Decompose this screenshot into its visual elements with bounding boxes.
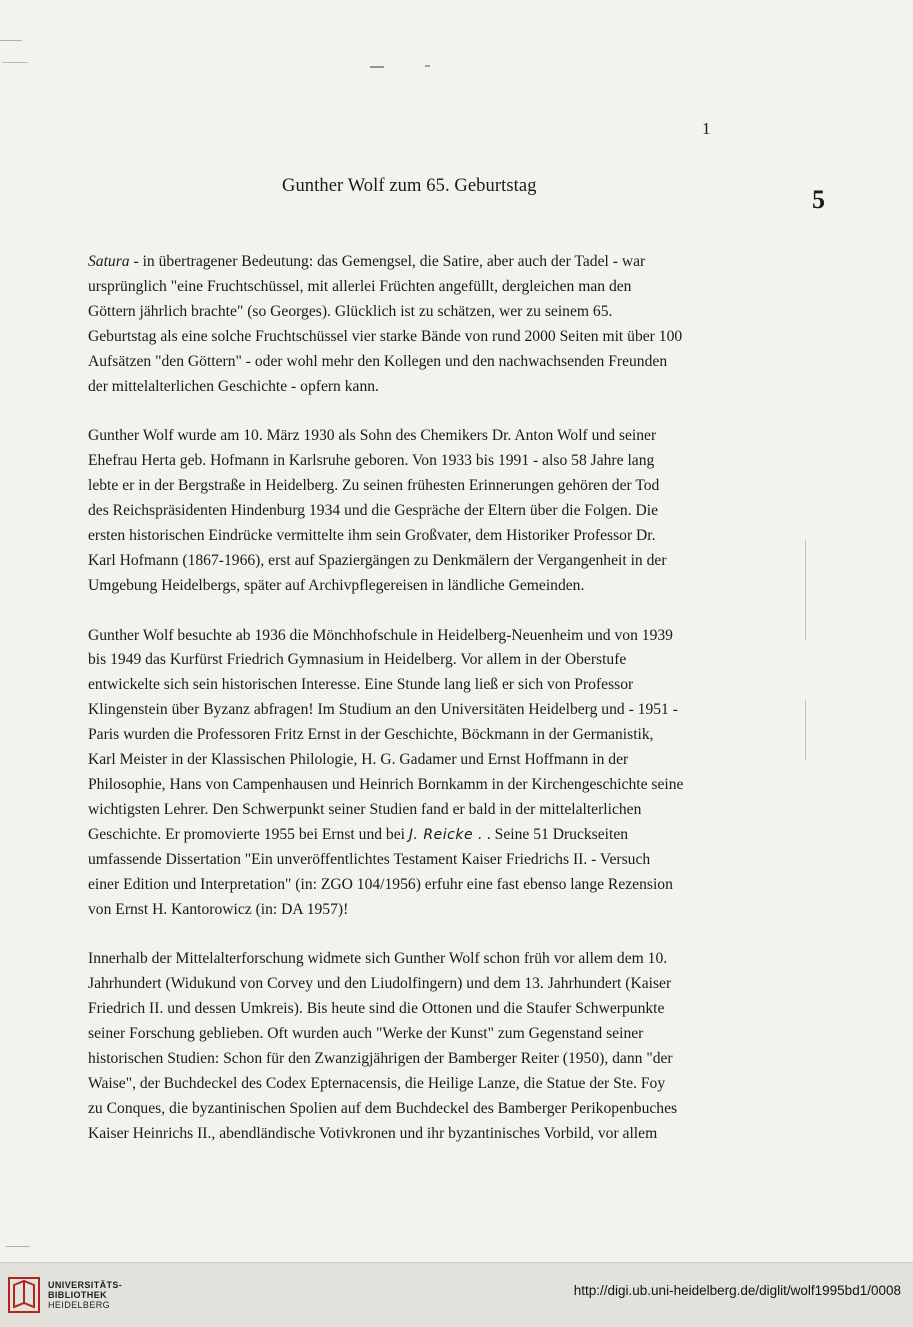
library-logo-text [48,1280,122,1310]
viewer-footer [0,1262,913,1327]
margin-annotation: 5 [812,185,825,214]
handwritten-insertion: J. Reicke . [408,826,483,843]
scan-mark-right-1 [805,540,806,640]
paragraph-text: . Seine 51 Druckseiten umfassende Dissertation "Ein unveröffentlichtes Testament Kaiser Friedrichs II. - Versuch einer Edition und Interpretation" (in: ZGO 104/1956) erfuhr eine fast ebenso lange Rezension von Ernst H. Kantorowicz (in: DA 1957)! [88,825,673,918]
paragraph-3 [88,624,758,923]
paragraph-2: Gunther Wolf wurde am 10. März 1930 als Sohn des Chemikers Dr. Anton Wolf und seiner Ehefrau Herta geb. Hofmann in Karlsruhe geboren. Von 1933 bis 1991 - also 58 Jahre lang lebte er in der Bergstraße in Heidelberg. Zu seinen frühesten Erinnerungen gehören der Tod des Reichspräsidenten Hindenburg 1934 und die Gespräche der Eltern über die Folgen. Die ersten historischen Eindrücke vermittelte ihm sein Großvater, dem Historiker Professor Dr. Karl Hofmann (1867-1966), erst auf Spaziergängen zu Denkmälern der Vergangenheit in der Umgebung Heidelbergs, später auf Archivpflegereisen in ländliche Gemeinden. [88,427,667,594]
body-text [88,250,758,1171]
scan-mark-top-center [370,66,384,68]
scan-mark-bottom-left [6,1246,30,1247]
logo-line-3: HEIDELBERG [48,1300,111,1310]
library-logo-icon [8,1277,40,1313]
logo-line-1: UNIVERSITÄTS- [48,1280,123,1290]
permalink-url[interactable]: http://digi.ub.uni-heidelberg.de/diglit/wolf1995bd1/0008 [573,1283,901,1298]
paragraph-text: - in übertragener Bedeutung: das Gemengsel, die Satire, aber auch der Tadel - war ursprünglich "eine Fruchtschüssel, mit allerlei Früchten angefüllt, dergleichen man den Göttern jährlich brachte" (so Georges). Glücklich ist zu schätzen, wer zu seinem 65. Geburtstag als eine solche Fruchtschüssel vier starke Bände von rund 2000 Seiten mit über 100 Aufsätzen "den Göttern" - oder wohl mehr den Kollegen und den nachwachsenden Freunden der mittelalterlichen Geschichte - opfern kann. [88,253,683,395]
paragraph-text: Gunther Wolf besuchte ab 1936 die Mönchhofschule in Heidelberg-Neuenheim und von 1939 bis 1949 das Kurfürst Friedrich Gymnasium in Heidelberg. Vor allem in der Oberstufe entwickelte sich sein historischen Interesse. Eine Stunde lang ließ er sich von Professor Klingenstein über Byzanz abfragen! Im Studium an den Universitäten Heidelberg und - 1951 - Paris wurden die Professoren Fritz Ernst in der Geschichte, Böckmann in der Germanistik, Karl Meister in der Klassischen Philologie, H. G. Gadamer und Ernst Hoffmann in der Philosophie, Hans von Campenhausen und Heinrich Bornkamm in der Kirchengeschichte seine wichtigsten Lehrer. Den Schwerpunkt seiner Studien fand er bald in der mittelalterlichen Geschichte. Er promovierte 1955 bei Ernst und bei [88,626,684,843]
scan-mark-top-left-2 [2,62,28,63]
paragraph-4: Innerhalb der Mittelalterforschung widmete sich Gunther Wolf schon früh vor allem dem 10. Jahrhundert (Widukund von Corvey und den Liudolfingern) und dem 13. Jahrhundert (Kaiser Friedrich II. und dessen Umkreis). Bis heute sind die Ottonen und die Staufer Schwerpunkte seiner Forschung geblieben. Oft wurden auch "Werke der Kunst" zum Gegenstand seiner historischen Studien: Schon für den Zwanzigjährigen der Bamberger Reiter (1950), dann "der Waise", der Buchdeckel des Codex Epternacensis, die Heilige Lanze, die Statue der Ste. Foy zu Conques, die byzantinischen Spolien auf dem Buchdeckel des Bamberger Perikopenbuches Kaiser Heinrichs II., abendländische Votivkronen und ihr byzantinisches Vorbild, vor allem [88,950,678,1142]
library-logo[interactable] [8,1275,198,1315]
scan-mark-top-center-2 [425,65,430,67]
paragraph-1 [88,250,758,399]
scan-mark-right-2 [805,700,806,760]
italic-term: Satura [88,253,130,270]
page-number: 1 [702,119,711,138]
logo-line-2: BIBLIOTHEK [48,1290,107,1300]
scan-mark-top-left [0,40,22,41]
page-title: Gunther Wolf zum 65. Geburtstag [282,176,537,196]
